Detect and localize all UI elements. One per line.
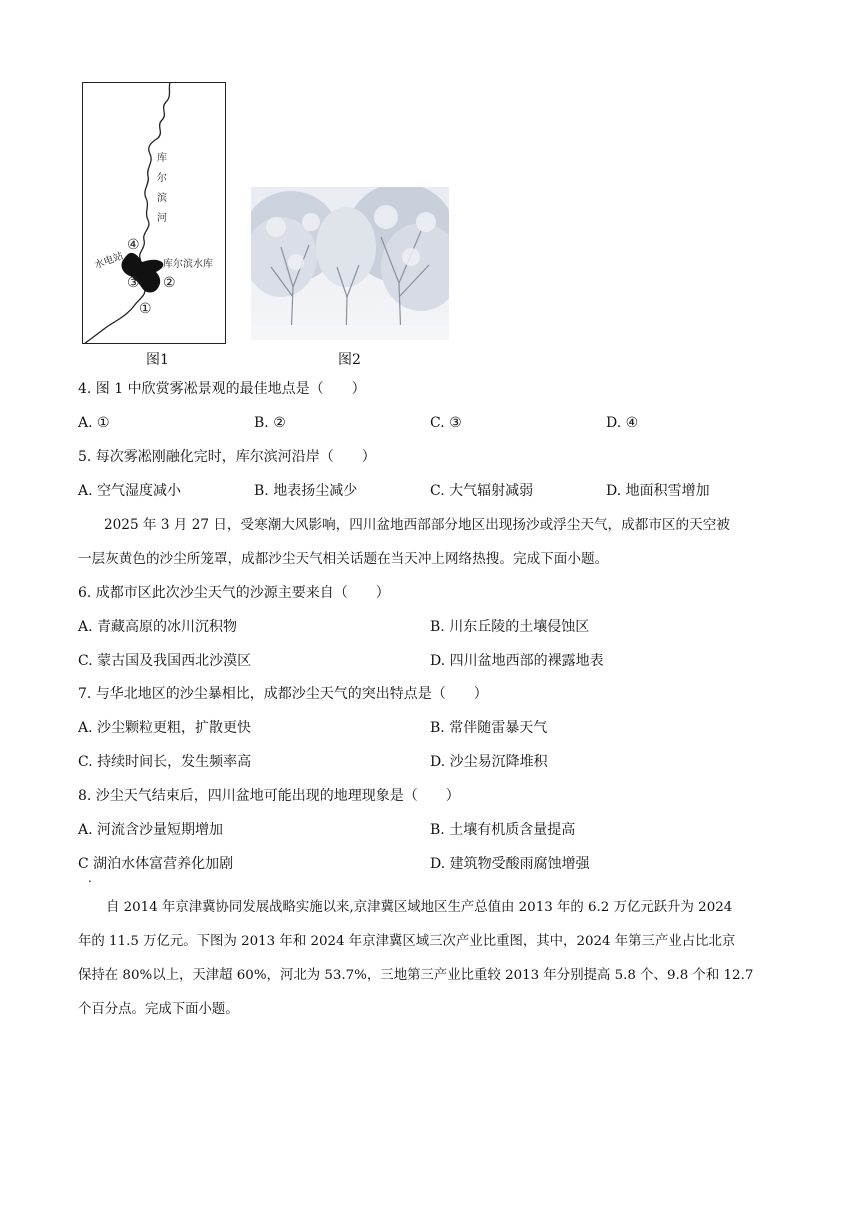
question-8-option-d[interactable]: D. 建筑物受酸雨腐蚀增强: [430, 856, 590, 872]
question-4-option-a[interactable]: A. ①: [78, 415, 110, 431]
passage-2-line-2: 一层灰黄色的沙尘所笼罩，成都沙尘天气相关话题在当天冲上网络热搜。完成下面小题。: [78, 551, 609, 567]
question-7-option-a[interactable]: A. 沙尘颗粒更粗，扩散更快: [78, 720, 252, 736]
question-6-option-c[interactable]: C. 蒙古国及我国西北沙漠区: [78, 653, 252, 669]
question-7-option-c[interactable]: C. 持续时间长，发生频率高: [78, 754, 252, 770]
river-label-char-3: 滨: [157, 193, 167, 204]
river-label-char-2: 尔: [157, 173, 167, 184]
question-7-stem: 7. 与华北地区的沙尘暴相比，成都沙尘天气的突出特点是（ ）: [78, 686, 488, 702]
question-8-option-b[interactable]: B. 土壤有机质含量提高: [430, 822, 576, 838]
figure-1-caption: 图1: [146, 352, 169, 368]
river-label-char-4: 河: [157, 213, 167, 224]
passage-2-line-1: 2025 年 3 月 27 日，受寒潮大风影响，四川盆地西部部分地区出现扬沙或浮尘天气，成都市区的天空被: [104, 517, 730, 533]
reservoir-label: 库尔滨水库: [163, 259, 213, 270]
question-6-option-d[interactable]: D. 四川盆地西部的裸露地表: [430, 653, 604, 669]
question-4-option-b[interactable]: B. ②: [254, 415, 286, 431]
question-5-option-b[interactable]: B. 地表扬尘减少: [254, 483, 358, 499]
passage-3-line-3: 保持在 80%以上，天津超 60%，河北为 53.7%，三地第三产业比重较 2013 年分别提高 5.8 个、9.8 个和 12.7: [78, 968, 754, 983]
figure-2-rime-photo: [251, 187, 449, 340]
question-7-option-b[interactable]: B. 常伴随雷暴天气: [430, 720, 548, 736]
question-5-option-a[interactable]: A. 空气湿度减小: [78, 483, 182, 499]
question-6-stem: 6. 成都市区此次沙尘天气的沙源主要来自（ ）: [78, 585, 390, 601]
question-8-stem: 8. 沙尘天气结束后，四川盆地可能出现的地理现象是（ ）: [78, 788, 460, 804]
passage-3-line-4: 个百分点。完成下面小题。: [78, 1002, 239, 1017]
point-4-label: ④: [127, 237, 140, 253]
question-4-option-c[interactable]: C. ③: [430, 415, 462, 431]
figure-1-map: [82, 82, 226, 344]
stray-dot: .: [88, 871, 92, 885]
question-5-stem: 5. 每次雾凇刚融化完时，库尔滨河沿岸（ ）: [78, 449, 376, 465]
question-5-option-d[interactable]: D. 地面积雪增加: [606, 483, 710, 499]
question-4-stem: 4. 图 1 中欣赏雾凇景观的最佳地点是（ ）: [78, 381, 366, 397]
river-map-svg: [82, 82, 226, 344]
rime-trees-illustration: [251, 187, 449, 340]
hydropower-station-label: 水电站: [93, 250, 125, 272]
question-6-option-b[interactable]: B. 川东丘陵的土壤侵蚀区: [430, 619, 590, 635]
river-label-char-1: 库: [157, 153, 167, 164]
point-2-label: ②: [163, 275, 176, 291]
question-7-option-d[interactable]: D. 沙尘易沉降堆积: [430, 754, 548, 770]
question-8-option-c[interactable]: C 湖泊水体富营养化加剧: [78, 856, 234, 872]
point-3-label: ③: [127, 275, 140, 291]
question-5-option-c[interactable]: C. 大气辐射减弱: [430, 483, 534, 499]
question-8-option-a[interactable]: A. 河流含沙量短期增加: [78, 822, 224, 838]
figure-2-caption: 图2: [338, 352, 361, 368]
point-1-label: ①: [139, 301, 152, 317]
passage-3-line-1: 自 2014 年京津冀协同发展战略实施以来,京津冀区域地区生产总值由 2013 年的 6.2 万亿元跃升为 2024: [106, 900, 733, 915]
passage-3-line-2: 年的 11.5 万亿元。下图为 2013 年和 2024 年京津冀区域三次产业比重图，其中，2024 年第三产业占比北京: [78, 934, 736, 949]
question-6-option-a[interactable]: A. 青藏高原的冰川沉积物: [78, 619, 238, 635]
question-4-option-d[interactable]: D. ④: [606, 415, 639, 431]
